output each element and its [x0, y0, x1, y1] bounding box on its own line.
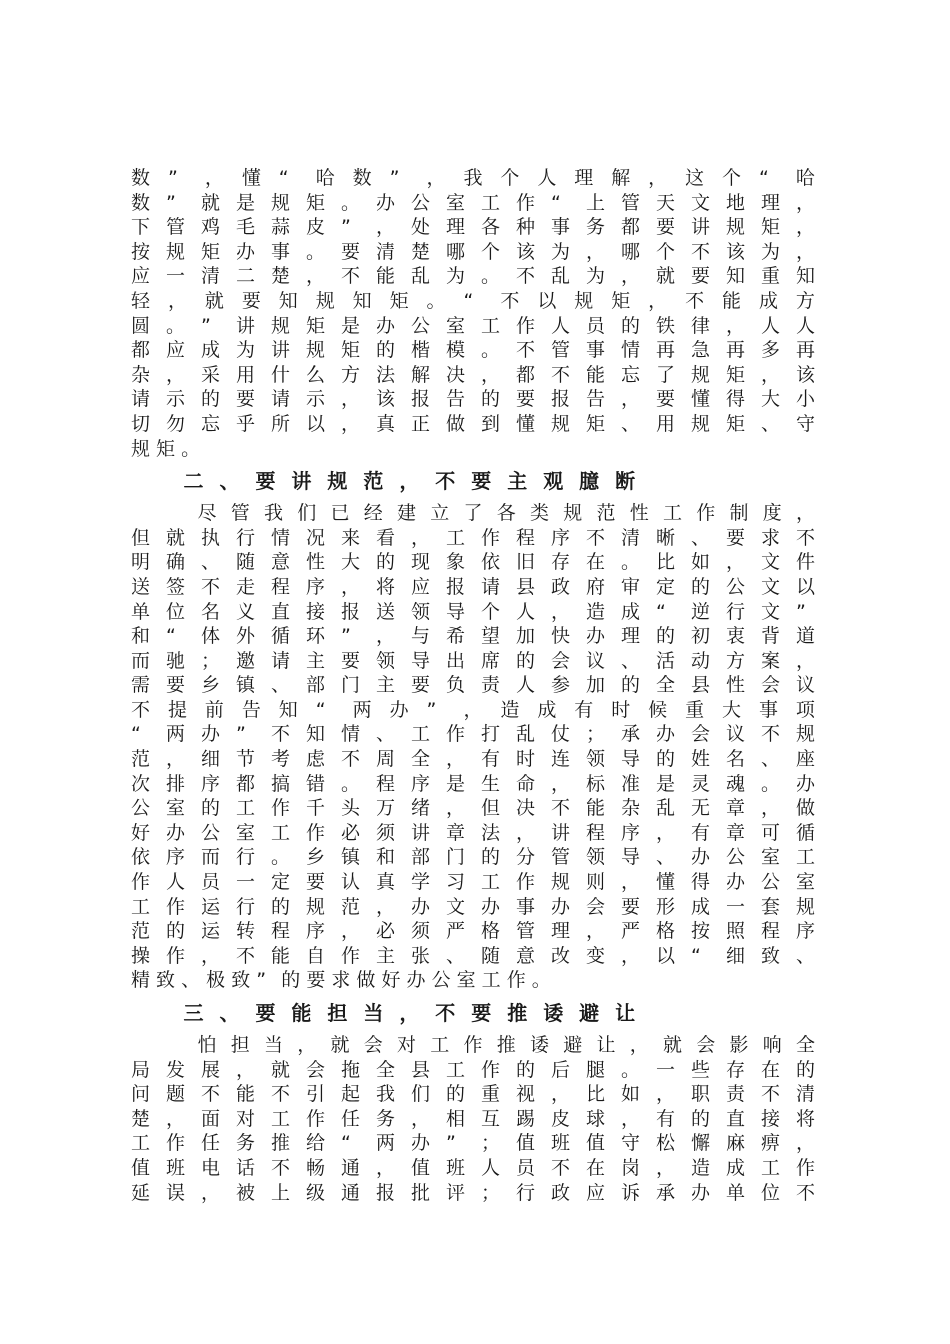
text-line: 应 一 清 二 楚 ， 不 能 乱 为 。 不 乱 为 ， 就 要 知 重 知 — [131, 265, 815, 288]
text-line: 问 题 不 能 不 引 起 我 们 的 重 视 ， 比 如 ， 职 责 不 清 — [131, 1083, 815, 1106]
text-line: 延 误 ， 被 上 级 通 报 批 评 ； 行 政 应 诉 承 办 单 位 不 — [131, 1181, 815, 1204]
text-line: 尽 管 我 们 已 经 建 立 了 各 类 规 范 性 工 作 制 度 ， — [197, 502, 815, 525]
text-line: 和 “ 体 外 循 环 ” ， 与 希 望 加 快 办 理 的 初 衷 背 道 — [131, 625, 815, 648]
text-line: 值 班 电 话 不 畅 通 ， 值 班 人 员 不 在 岗 ， 造 成 工 作 — [131, 1156, 815, 1179]
text-line: 依 序 而 行 。 乡 镇 和 部 门 的 分 管 领 导 、 办 公 室 工 — [131, 846, 815, 869]
text-line: 都 应 成 为 讲 规 矩 的 楷 模 。 不 管 事 情 再 急 再 多 再 — [131, 339, 815, 362]
text-line: 好 办 公 室 工 作 必 须 讲 章 法 ， 讲 程 序 ， 有 章 可 循 — [131, 821, 815, 844]
paragraph — [131, 166, 815, 461]
text-line: 切 勿 忘 乎 所 以 ， 真 正 做 到 懂 规 矩 、 用 规 矩 、 守 — [131, 412, 815, 435]
text-line: 按 规 矩 办 事 。 要 清 楚 哪 个 该 为 ， 哪 个 不 该 为 ， — [131, 240, 815, 263]
paragraph — [131, 501, 815, 993]
text-line: 杂 ， 采 用 什 么 方 法 解 决 ， 都 不 能 忘 了 规 矩 ， 该 — [131, 363, 815, 386]
text-line: 规 矩 。 — [131, 437, 201, 460]
text-line: 明 确 、 随 意 性 大 的 现 象 依 旧 存 在 。 比 如 ， 文 件 — [131, 551, 815, 574]
text-line: 局 发 展 ， 就 会 拖 全 县 工 作 的 后 腿 。 一 些 存 在 的 — [131, 1058, 815, 1081]
text-line: “ 两 办 ” 不 知 情 、 工 作 打 乱 仗 ； 承 办 会 议 不 规 — [131, 723, 815, 746]
text-line: 工 作 运 行 的 规 范 ， 办 文 办 事 办 会 要 形 成 一 套 规 — [131, 895, 815, 918]
text-line: 范 ， 细 节 考 虑 不 周 全 ， 有 时 连 领 导 的 姓 名 、 座 — [131, 748, 815, 771]
text-line: 操 作 ， 不 能 自 作 主 张 、 随 意 改 变 ， 以 “ 细 致 、 — [131, 944, 815, 967]
text-line: 但 就 执 行 情 况 来 看 ， 工 作 程 序 不 清 晰 、 要 求 不 — [131, 526, 815, 549]
text-line: 公 室 的 工 作 千 头 万 绪 ， 但 决 不 能 杂 乱 无 章 ， 做 — [131, 797, 815, 820]
text-line: 工 作 任 务 推 给 “ 两 办 ” ； 值 班 值 守 松 懈 麻 痹 ， — [131, 1132, 815, 1155]
paragraph — [131, 1033, 815, 1205]
text-line: 请 示 的 要 请 示 ， 该 报 告 的 要 报 告 ， 要 懂 得 大 小 — [131, 388, 815, 411]
text-line: 怕 担 当 ， 就 会 对 工 作 推 诿 避 让 ， 就 会 影 响 全 — [197, 1034, 815, 1056]
text-line: 圆 。 ” 讲 规 矩 是 办 公 室 工 作 人 员 的 铁 律 ， 人 人 — [131, 314, 815, 337]
text-line: 数 ” ， 懂 “ 哈 数 ” ， 我 个 人 理 解 ， 这 个 “ 哈 — [131, 167, 815, 189]
document-page — [131, 166, 815, 1205]
text-line: 不 提 前 告 知 “ 两 办 ” ， 造 成 有 时 候 重 大 事 项 — [131, 698, 815, 721]
section-heading: 三 、 要 能 担 当 ， 不 要 推 诿 避 让 — [183, 1001, 636, 1025]
text-line: 轻 ， 就 要 知 规 知 矩 。 “ 不 以 规 矩 ， 不 能 成 方 — [131, 289, 815, 312]
text-line: 需 要 乡 镇 、 部 门 主 要 负 责 人 参 加 的 全 县 性 会 议 — [131, 674, 815, 697]
section-heading: 二 、 要 讲 规 范 ， 不 要 主 观 臆 断 — [183, 469, 636, 494]
text-line: 次 排 序 都 搞 错 。 程 序 是 生 命 ， 标 准 是 灵 魂 。 办 — [131, 772, 815, 795]
text-line: 下 管 鸡 毛 蒜 皮 ” ， 处 理 各 种 事 务 都 要 讲 规 矩 ， — [131, 216, 815, 239]
text-line: 送 签 不 走 程 序 ， 将 应 报 请 县 政 府 审 定 的 公 文 以 — [131, 575, 815, 598]
text-line: 数 ” 就 是 规 矩 。 办 公 室 工 作 “ 上 管 天 文 地 理 ， — [131, 191, 815, 214]
text-line: 楚 ， 面 对 工 作 任 务 ， 相 互 踢 皮 球 ， 有 的 直 接 将 — [131, 1107, 815, 1130]
text-line: 精 致 、 极 致 ” 的 要 求 做 好 办 公 室 工 作 。 — [131, 969, 551, 992]
text-line: 作 人 员 一 定 要 认 真 学 习 工 作 规 则 ， 懂 得 办 公 室 — [131, 871, 815, 894]
text-line: 单 位 名 义 直 接 报 送 领 导 个 人 ， 造 成 “ 逆 行 文 ” — [131, 600, 806, 623]
text-line: 而 驰 ； 邀 请 主 要 领 导 出 席 的 会 议 、 活 动 方 案 ， — [131, 649, 815, 672]
text-line: 范 的 运 转 程 序 ， 必 须 严 格 管 理 ， 严 格 按 照 程 序 — [131, 920, 815, 943]
